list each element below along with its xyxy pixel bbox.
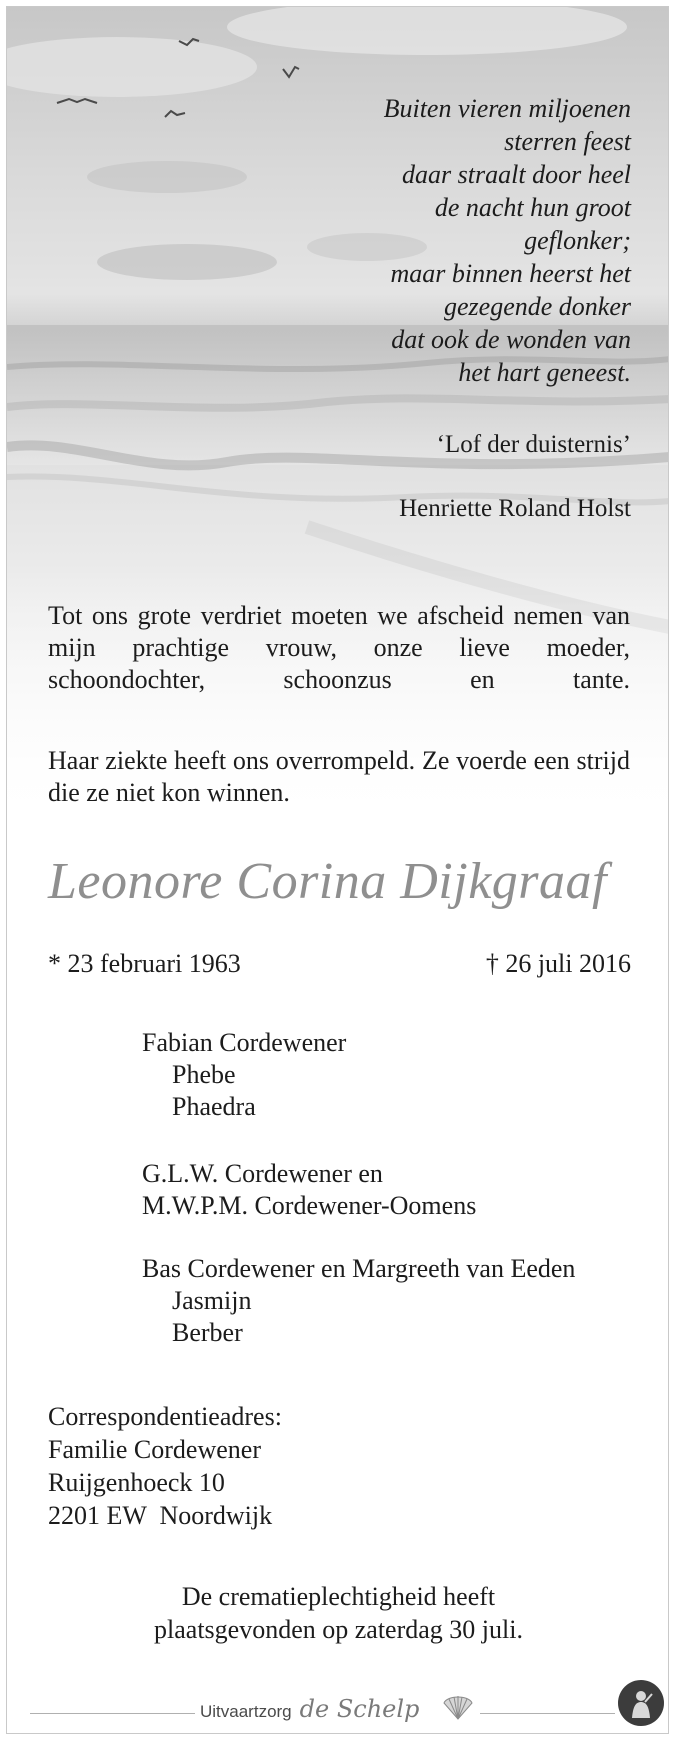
address-label: Correspondentieadres:: [48, 1402, 282, 1431]
family-group: [142, 1027, 346, 1123]
memorial-seal-icon: [618, 1680, 664, 1726]
seagull-icon: [165, 111, 185, 117]
family-member: M.W.P.M. Cordewener-Oomens: [142, 1191, 477, 1220]
death-date: † 26 juli 2016: [485, 949, 631, 978]
family-member: Fabian Cordewener: [142, 1028, 347, 1057]
footer-divider: [30, 1713, 195, 1714]
poem-line: het hart geneest.: [458, 358, 631, 387]
funeral-home-logo: [200, 1695, 419, 1723]
footer-divider: [480, 1713, 615, 1714]
correspondence-address: [48, 1400, 282, 1532]
address-name: Familie Cordewener: [48, 1435, 261, 1464]
family-child: Phebe: [172, 1060, 236, 1089]
ceremony-notice: [0, 1580, 677, 1646]
address-street: Ruijgenhoeck 10: [48, 1468, 225, 1497]
brand-name: Uitvaartzorg: [200, 1702, 292, 1721]
seagull-icon: [283, 67, 299, 77]
brand-script: de Schelp: [299, 1695, 420, 1723]
family-group: [142, 1253, 575, 1349]
ceremony-line: plaatsgevonden op zaterdag 30 juli.: [154, 1615, 523, 1644]
family-group: [142, 1158, 476, 1222]
announcement-paragraph: Tot ons grote verdriet moeten we afscheid nemen van mijn prachtige vrouw, onze lieve moeder, schoondochter, schoonzus en tante.: [48, 601, 630, 694]
poem-line: de nacht hun groot: [434, 193, 631, 222]
poem-line: daar straalt door heel: [402, 160, 631, 189]
shell-icon: [441, 1691, 475, 1726]
poem-line: sterren feest: [504, 127, 631, 156]
ceremony-line: De crematieplechtigheid heeft: [181, 1582, 496, 1611]
announcement-paragraph: Haar ziekte heeft ons overrompeld. Ze voerde een strijd die ze niet kon winnen.: [48, 746, 630, 807]
poem-line: Buiten vieren miljoenen: [383, 94, 631, 123]
poem-author: Henriette Roland Holst: [399, 495, 631, 522]
poem: [211, 92, 631, 389]
birth-date: * 23 februari 1963: [48, 949, 241, 978]
family-child: Berber: [172, 1318, 243, 1347]
poem-line: maar binnen heerst het: [390, 259, 631, 288]
address-city: 2201 EW Noordwijk: [48, 1501, 273, 1530]
poem-line: gezegende donker: [444, 292, 631, 321]
family-member: Bas Cordewener en Margreeth van Eeden: [142, 1254, 576, 1283]
poem-line: geflonker;: [524, 226, 631, 255]
family-child: Phaedra: [172, 1092, 256, 1121]
seagull-icon: [57, 99, 97, 103]
poem-line: dat ook de wonden van: [391, 325, 631, 354]
poem-title: ‘Lof der duisternis’: [436, 431, 631, 458]
family-child: Jasmijn: [172, 1286, 252, 1315]
family-member: G.L.W. Cordewener en: [142, 1159, 383, 1188]
deceased-name: Leonore Corina Dijkgraaf: [48, 853, 607, 910]
